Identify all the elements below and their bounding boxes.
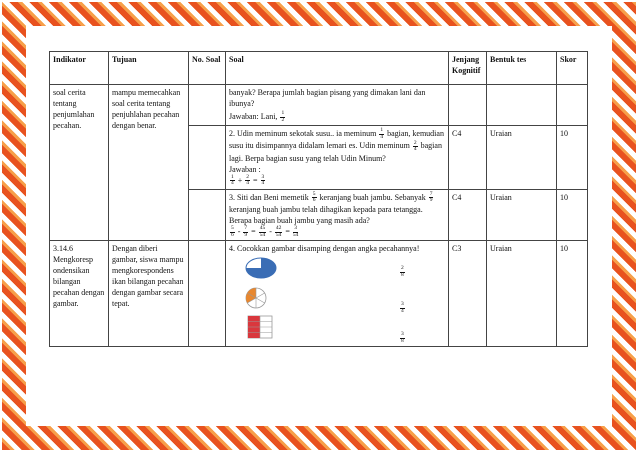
fraction: $\frac{7}{9}$ [429,190,433,204]
skor-cell [557,85,588,126]
fraction: $\frac{3}{4}$ [401,301,404,314]
bentuk-cell [487,85,557,126]
jenjang-cell: C3 [449,241,487,347]
jenjang-cell [449,85,487,126]
header-tujuan: Tujuan [109,52,189,85]
bentuk-cell: Uraian [487,189,557,240]
q2-calculation: $\frac{1}{4}$ + $\frac{2}{4}$ = $\frac{3}{4}$ [231,173,265,187]
fraction: $\frac{2}{4}$ [246,173,250,187]
fraction: $\frac{5}{6}$ [312,190,316,204]
fraction: $\frac{2}{4}$ [413,139,417,153]
tujuan-cell: mampu memecahkan soal cerita tentang penjuhlahan pecahan dengan benar. [109,85,189,241]
header-soal: Soal [226,52,449,85]
no-soal-cell [189,126,226,190]
no-soal-cell [189,189,226,240]
header-skor: Skor [557,52,588,85]
table-row [50,85,588,126]
fraction: $\frac{3}{8}$ [401,331,404,344]
fraction: $\frac{1}{4}$ [231,173,234,187]
q1-answer [229,111,445,123]
fraction: $\frac{45}{54}$ [259,225,266,238]
tujuan-cell: Dengan diberi gambar, siswa mampu mengkorespondens ikan bilangan pecahan dengan gambar secara tepat. [109,241,189,347]
q2-text: 2. Udin meminum sekotak susu.. ia meminum $\frac{1}{4}$ bagian, kemudian susu itu disimpannya didalam lemari es. Udin meminum $\frac{2}{4}$ bagian lagi. Berpa bagian susu yang telah Udin Minum? [229,127,444,163]
q3-calculation: $\frac{5}{6}$ - $\frac{7}{9}$ = $\frac{45}{54}$ - $\frac{42}{54}$ = $\frac{3}{54}$ [231,225,299,238]
header-no-soal: No. Soal [189,52,226,85]
bentuk-cell: Uraian [487,126,557,190]
fraction: $\frac{5}{6}$ [231,225,234,238]
bentuk-cell: Uraian [487,241,557,347]
q2-answer-label: Jawaban : [229,164,261,174]
no-soal-cell [189,85,226,126]
circle-fraction-picture [244,256,278,280]
question-4 [226,241,449,347]
fraction: $\frac{3}{4}$ [261,173,265,187]
pie-fraction-picture [244,286,268,310]
skor-cell: 10 [557,189,588,240]
skor-cell: 10 [557,241,588,347]
jenjang-cell: C4 [449,189,487,240]
fraction: $\frac{42}{54}$ [275,225,282,238]
q1-answer-label: Jawaban: Lani, [229,112,278,122]
q1-text: banyak? Berapa jumlah bagian pisang yang dimakan lani dan ibunya? [229,88,426,109]
assessment-table [49,51,588,347]
table-header-row [50,52,588,85]
grid-fraction-picture [247,315,273,339]
question-1-continued [226,85,449,126]
header-bentuk: Bentuk tes [487,52,557,85]
skor-cell: 10 [557,126,588,190]
header-jenjang: Jenjang Kognitif [449,52,487,85]
header-indikator: Indikator [50,52,109,85]
fraction: $\frac{3}{54}$ [292,225,299,238]
jenjang-cell: C4 [449,126,487,190]
question-2 [226,126,449,190]
q4-pictures [229,254,445,344]
question-3 [226,189,449,240]
no-soal-cell [189,241,226,347]
q3-text: 3. Siti dan Beni memetik $\frac{5}{6}$ keranjang buah jambu. Sebanyak $\frac{7}{9}$ keranjang buah jambu telah dihagikan kepada para tetangga. Berapa bagian buah jambu yang masih ada? [229,190,433,225]
q4-text: 4. Cocokkan gambar disamping dengan angka pecahannya! [229,244,420,254]
indikator-cell: 3.14.6 Mengkoresp ondensikan bilangan pecahan dengan gambar. [50,241,109,347]
fraction: $\frac{1}{4}$ [380,127,384,140]
fraction: $\frac{7}{9}$ [244,225,248,238]
fraction: $\frac{1}{2}$ [281,110,285,123]
indikator-cell: soal cerita tentang penjumlahan pecahan. [50,85,109,241]
table-row [50,241,588,347]
fraction: $\frac{2}{8}$ [401,265,404,278]
